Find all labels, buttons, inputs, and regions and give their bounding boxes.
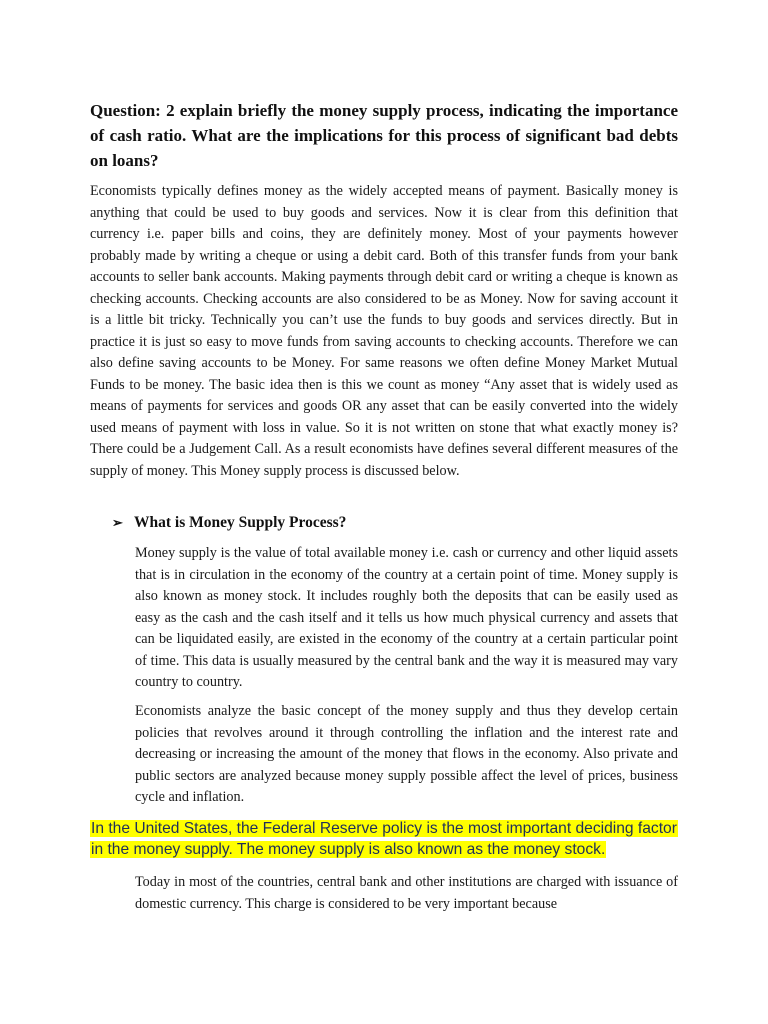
intro-paragraph: Economists typically defines money as the widely accepted means of payment. Basically money is anything that could be used to buy goods and services. Now it is clear from this definition that currency i.e. paper bills and coins, they are definitely money. Most of your payments however probably made by writing a cheque or using a debit card. Both of this transfer funds from your bank accounts to seller bank accounts. Making payments through debit card or writing a cheque is known as checking accounts. Checking accounts are also considered to be as Money. Now for saving account it is a little bit tricky. Technically you can’t use the funds to buy goods and services directly. But in practice it is just so easy to move funds from saving accounts to checking accounts. Therefore we can also define saving accounts to be Money. For same reasons we often define Money Market Mutual Funds to be money. The basic idea then is this we count as money “Any asset that is widely used as means of payments for services and goods OR any asset that can be easily converted into the widely used means of payment with loss in value. So it is not written on stone that what exactly money is? There could be a Judgement Call. As a result economists have defines several different measures of the supply of money. This Money supply process is discussed below.	[90, 183, 678, 479]
money-supply-definition-paragraph: Money supply is the value of total available money i.e. cash or currency and other liquid assets that is in circulation in the economy of the country at a certain point of time. Money supply is also known as money stock. It includes roughly both the deposits that can be easily used as easy as the cash and the cash itself and it tells us how much physical currency and assets that can be liquidated easily, are existed in the economy of the country at a certain particular point of time. This data is usually measured by the central bank and the way it is measured may vary country to country.	[135, 545, 678, 690]
section-heading-text: What is Money Supply Process?	[134, 514, 347, 531]
highlighted-text: In the United States, the Federal Reserve policy is the most important deciding factor in the money supply. The money supply is also known as the money stock.	[91, 820, 677, 858]
highlighted-paragraph	[90, 818, 690, 860]
currency-issuance-paragraph: Today in most of the countries, central bank and other institutions are charged with issuance of domestic currency. This charge is considered to be very important because	[135, 874, 678, 912]
arrow-bullet-icon: ➢	[112, 515, 123, 530]
section-heading	[112, 512, 346, 534]
question-heading: Question: 2 explain briefly the money supply process, indicating the importance of cash ratio. What are the implications for this process of significant bad debts on loans?	[90, 101, 678, 170]
economists-analysis-paragraph: Economists analyze the basic concept of the money supply and thus they develop certain policies that revolves around it through controlling the inflation and the interest rate and decreasing or increasing the amount of the money that flows in the economy. Also private and public sectors are analyzed because money supply possible affect the level of prices, business cycle and inflation.	[135, 703, 678, 805]
